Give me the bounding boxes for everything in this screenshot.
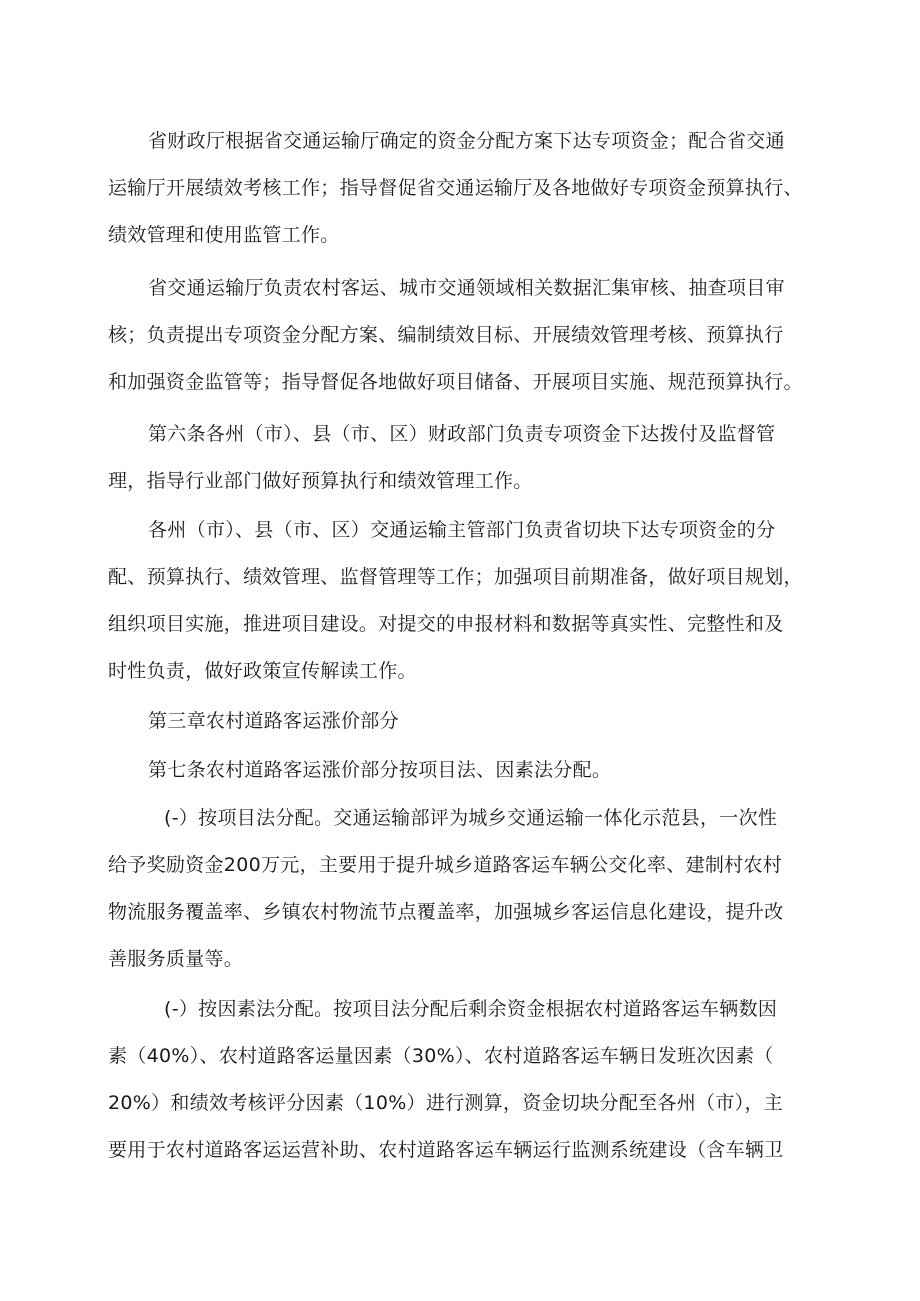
text-line: 时性负责，做好政策宣传解读工作。 (108, 660, 417, 682)
text-line: 素（40%）、农村道路客运量因素（30%）、农村道路客运车辆日发班次因素（ (108, 1045, 774, 1067)
text-line: 理，指导行业部门做好预算执行和绩效管理工作。 (108, 470, 533, 492)
paragraph-local-transport-duties (108, 507, 820, 695)
text-line: 善服务质量等。 (108, 948, 244, 970)
text-line: 各州（市）、县（市、区）交通运输主管部门负责省切块下达专项资金的分 (148, 519, 776, 541)
text-line: (-）按项目法分配。交通运输部评为城乡交通运输一体化示范县，一次性 (164, 807, 778, 829)
chapter-title: 第三章农村道路客运涨价部分 (148, 710, 399, 732)
paragraph-article-six (108, 411, 820, 505)
text-line: 配、预算执行、绩效管理、监督管理等工作；加强项目前期准备，做好项目规划， (108, 566, 803, 588)
text-line: 核；负责提出专项资金分配方案、编制绩效目标、开展绩效管理考核、预算执行 (108, 324, 784, 346)
paragraph-article-seven (108, 747, 820, 794)
text-line: 省财政厅根据省交通运输厅确定的资金分配方案下达专项资金；配合省交通 (148, 130, 785, 152)
text-line: 第七条农村道路客运涨价部分按项目法、因素法分配。 (148, 759, 612, 781)
paragraph-factor-method (108, 986, 820, 1174)
text-line: 运输厅开展绩效考核工作；指导督促省交通运输厅及各地做好专项资金预算执行、 (108, 177, 803, 199)
text-line: (-）按因素法分配。按项目法分配后剩余资金根据农村道路客运车辆数因 (164, 998, 778, 1020)
text-line: 绩效管理和使用监管工作。 (108, 224, 340, 246)
text-line: 省交通运输厅负责农村客运、城市交通领域相关数据汇集审核、抽查项目审 (148, 277, 785, 299)
chapter-three-heading (108, 698, 820, 745)
text-line: 第六条各州（市）、县（市、区）财政部门负责专项资金下达拨付及监督管 (148, 423, 776, 445)
text-line: 物流服务覆盖率、乡镇农村物流节点覆盖率，加强城乡客运信息化建设，提升改 (108, 901, 784, 923)
paragraph-project-method (108, 795, 820, 983)
text-line: 要用于农村道路客运运营补助、农村道路客运车辆运行监测系统建设（含车辆卫 (108, 1139, 784, 1161)
text-line: 20%）和绩效考核评分因素（10%）进行测算，资金切块分配至各州（市），主 (108, 1092, 784, 1114)
text-line: 组织项目实施，推进项目建设。对提交的申报材料和数据等真实性、完整性和及 (108, 613, 784, 635)
text-line: 和加强资金监管等；指导督促各地做好项目储备、开展项目实施、规范预算执行。 (108, 371, 803, 393)
paragraph-transport-dept-duties (108, 265, 820, 406)
text-line: 给予奖励资金200万元，主要用于提升城乡道路客运车辆公交化率、建制村农村 (108, 854, 783, 876)
paragraph-finance-dept-duties (108, 118, 820, 259)
